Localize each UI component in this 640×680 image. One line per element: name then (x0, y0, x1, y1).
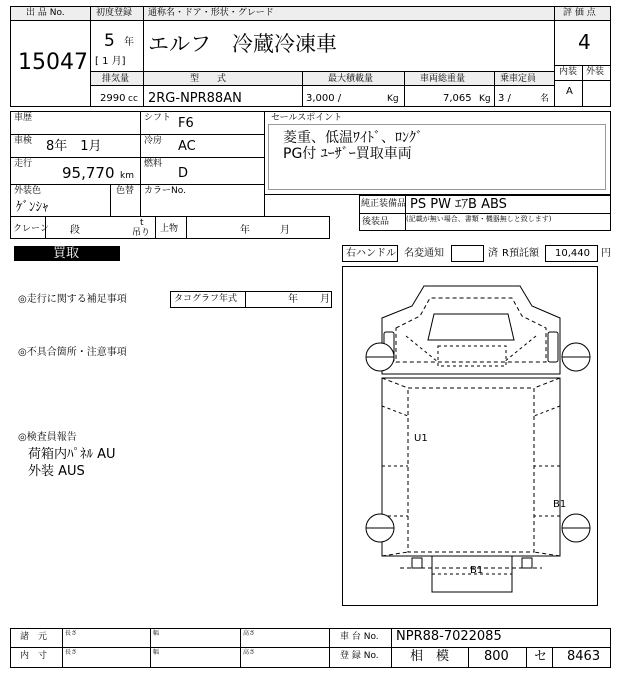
tachograph-month: 月 (320, 294, 330, 305)
truck-diagram (342, 266, 598, 606)
damage-mark-b1-side: B1 (553, 499, 567, 510)
inspection-label: 車検 (14, 136, 33, 146)
displacement-label: 排気量 (102, 74, 130, 84)
reg-month: [ 1 月] (95, 56, 126, 67)
genuine-equipment-value: PS PW ｴｱB ABS (410, 197, 507, 212)
spec-height: 高さ (243, 630, 256, 637)
lot-number: 15047 (18, 50, 88, 75)
capacity-label: 乗車定員 (500, 74, 537, 84)
mirror-right (548, 332, 558, 362)
car-name: エルフ 冷蔵冷凍車 (148, 32, 337, 56)
fuel-label: 燃料 (144, 159, 163, 169)
lift-month: 月 (280, 225, 290, 236)
windshield (428, 314, 514, 340)
shift-label: シフト (144, 113, 172, 123)
crane-suspend: 吊り (132, 228, 151, 238)
interior-value: A (566, 86, 573, 97)
defects-label: ◎不具合箇所・注意事項 (18, 347, 127, 358)
chassis-label: 車 台 No. (340, 632, 379, 642)
cab-outline (382, 286, 560, 374)
reg-year: 5 (104, 31, 115, 51)
interior-label: 内装 (559, 67, 578, 77)
registration-number: 8463 (567, 649, 601, 664)
cargo-body (382, 378, 560, 556)
chassis-number: NPR88-7022085 (396, 629, 502, 644)
spec-length: 長さ (65, 630, 78, 637)
displacement-value: 2990 (100, 93, 126, 104)
score-value: 4 (578, 30, 591, 54)
cab-roof (438, 346, 506, 366)
model-code-label: 型 式 (190, 74, 227, 84)
fuel-value: D (178, 166, 189, 181)
tachograph-year: 年 (288, 294, 298, 305)
exterior-label: 外装 (586, 67, 605, 77)
name-change-label: 名変通知 (404, 248, 444, 259)
inspector-line1: 荷箱内ﾊﾟﾈﾙ AU (28, 447, 116, 462)
max-load-label: 最大積載量 (328, 74, 374, 84)
recycle-value: 10,440 (555, 248, 590, 259)
crane-steps: 段 (70, 225, 80, 236)
cargo-inner (408, 388, 534, 552)
model-code: 2RG-NPR88AN (148, 91, 242, 106)
lot-number-label: 出 品 No. (26, 8, 65, 18)
recycle-unit: 円 (601, 248, 611, 259)
first-reg-label: 初度登録 (96, 8, 133, 18)
handle-side: 右ハンドル (346, 248, 396, 259)
inspection-value: 8年 1月 (46, 139, 102, 154)
sales-point-line2: PG付 ﾕｰｻﾞｰ買取車両 (283, 146, 412, 162)
capacity-value: 3 / (498, 93, 511, 104)
crane-ton: t (140, 218, 144, 228)
damage-mark-u1: U1 (414, 433, 428, 444)
specs-row-label: 諸 元 (20, 632, 48, 642)
dimensions-box (10, 628, 330, 668)
score-label: 評 価 点 (563, 8, 596, 18)
history-label: 車歴 (14, 113, 33, 123)
color-code-label: カラーNo. (144, 186, 186, 196)
cab-inner (396, 298, 546, 362)
exterior-color-label: 外装色 (14, 186, 42, 196)
tachograph-label: タコグラフ年式 (174, 294, 238, 304)
registration-area: 相 模 (410, 649, 450, 664)
tail-light-right (522, 558, 532, 568)
purchase-tag-label: 買取 (53, 246, 80, 261)
sales-point-label: セールスポイント (271, 113, 343, 123)
inner-height: 高さ (243, 649, 256, 656)
mileage-label: 走行 (14, 159, 33, 169)
registration-kana: セ (534, 649, 548, 664)
model-grade-label: 通称名・ドア・形状・グレード (148, 8, 274, 18)
inner-dims-row-label: 内 寸 (20, 651, 48, 661)
gross-weight-value: 7,065 (443, 93, 472, 104)
tail-light-left (412, 558, 422, 568)
reg-year-unit: 年 (124, 37, 134, 48)
name-change-box (451, 245, 484, 262)
registration-label: 登 録 No. (340, 651, 379, 661)
spec-width: 幅 (153, 630, 160, 637)
ac-value: AC (178, 139, 196, 154)
deposit-label: 済 (488, 248, 498, 259)
specs-header (91, 72, 554, 86)
damage-mark-b1-rear: B1 (470, 565, 484, 576)
inspector-line2: 外装 AUS (28, 464, 85, 479)
max-load-unit: Kg (387, 94, 399, 104)
ac-label: 冷房 (144, 136, 163, 146)
crane-label: クレーン (13, 224, 49, 234)
aftermarket-note: (記載が無い場合、書類・機器無しと致します) (406, 215, 552, 223)
displacement-unit: cc (128, 94, 138, 104)
shift-value: F6 (178, 116, 194, 131)
sales-point-line1: 菱重、低温ﾜｲﾄﾞ、ﾛﾝｸﾞ (283, 130, 423, 146)
genuine-equipment-label: 純正装備品 (361, 199, 407, 209)
color-change-label: 色替 (116, 186, 135, 196)
recycle-label: R預託額 (502, 248, 539, 259)
exterior-color-value: ｹﾞﾝｼｬ (16, 200, 49, 215)
inner-length: 長さ (65, 649, 78, 656)
lift-year: 年 (240, 225, 250, 236)
gross-weight-label: 車両総重量 (420, 74, 466, 84)
inner-width: 幅 (153, 649, 160, 656)
gross-weight-unit: Kg (479, 94, 491, 104)
inspector-label: ◎検査員報告 (18, 432, 77, 443)
mileage-unit: km (120, 171, 134, 181)
registration-class: 800 (484, 649, 509, 664)
lift-label: 上物 (160, 224, 179, 234)
max-load-value: 3,000 / (306, 93, 342, 104)
driving-notes-label: ◎走行に関する補足事項 (18, 294, 127, 305)
mileage-value: 95,770 (62, 164, 115, 182)
aftermarket-label: 後装品 (362, 217, 390, 227)
capacity-unit: 名 (540, 94, 550, 104)
